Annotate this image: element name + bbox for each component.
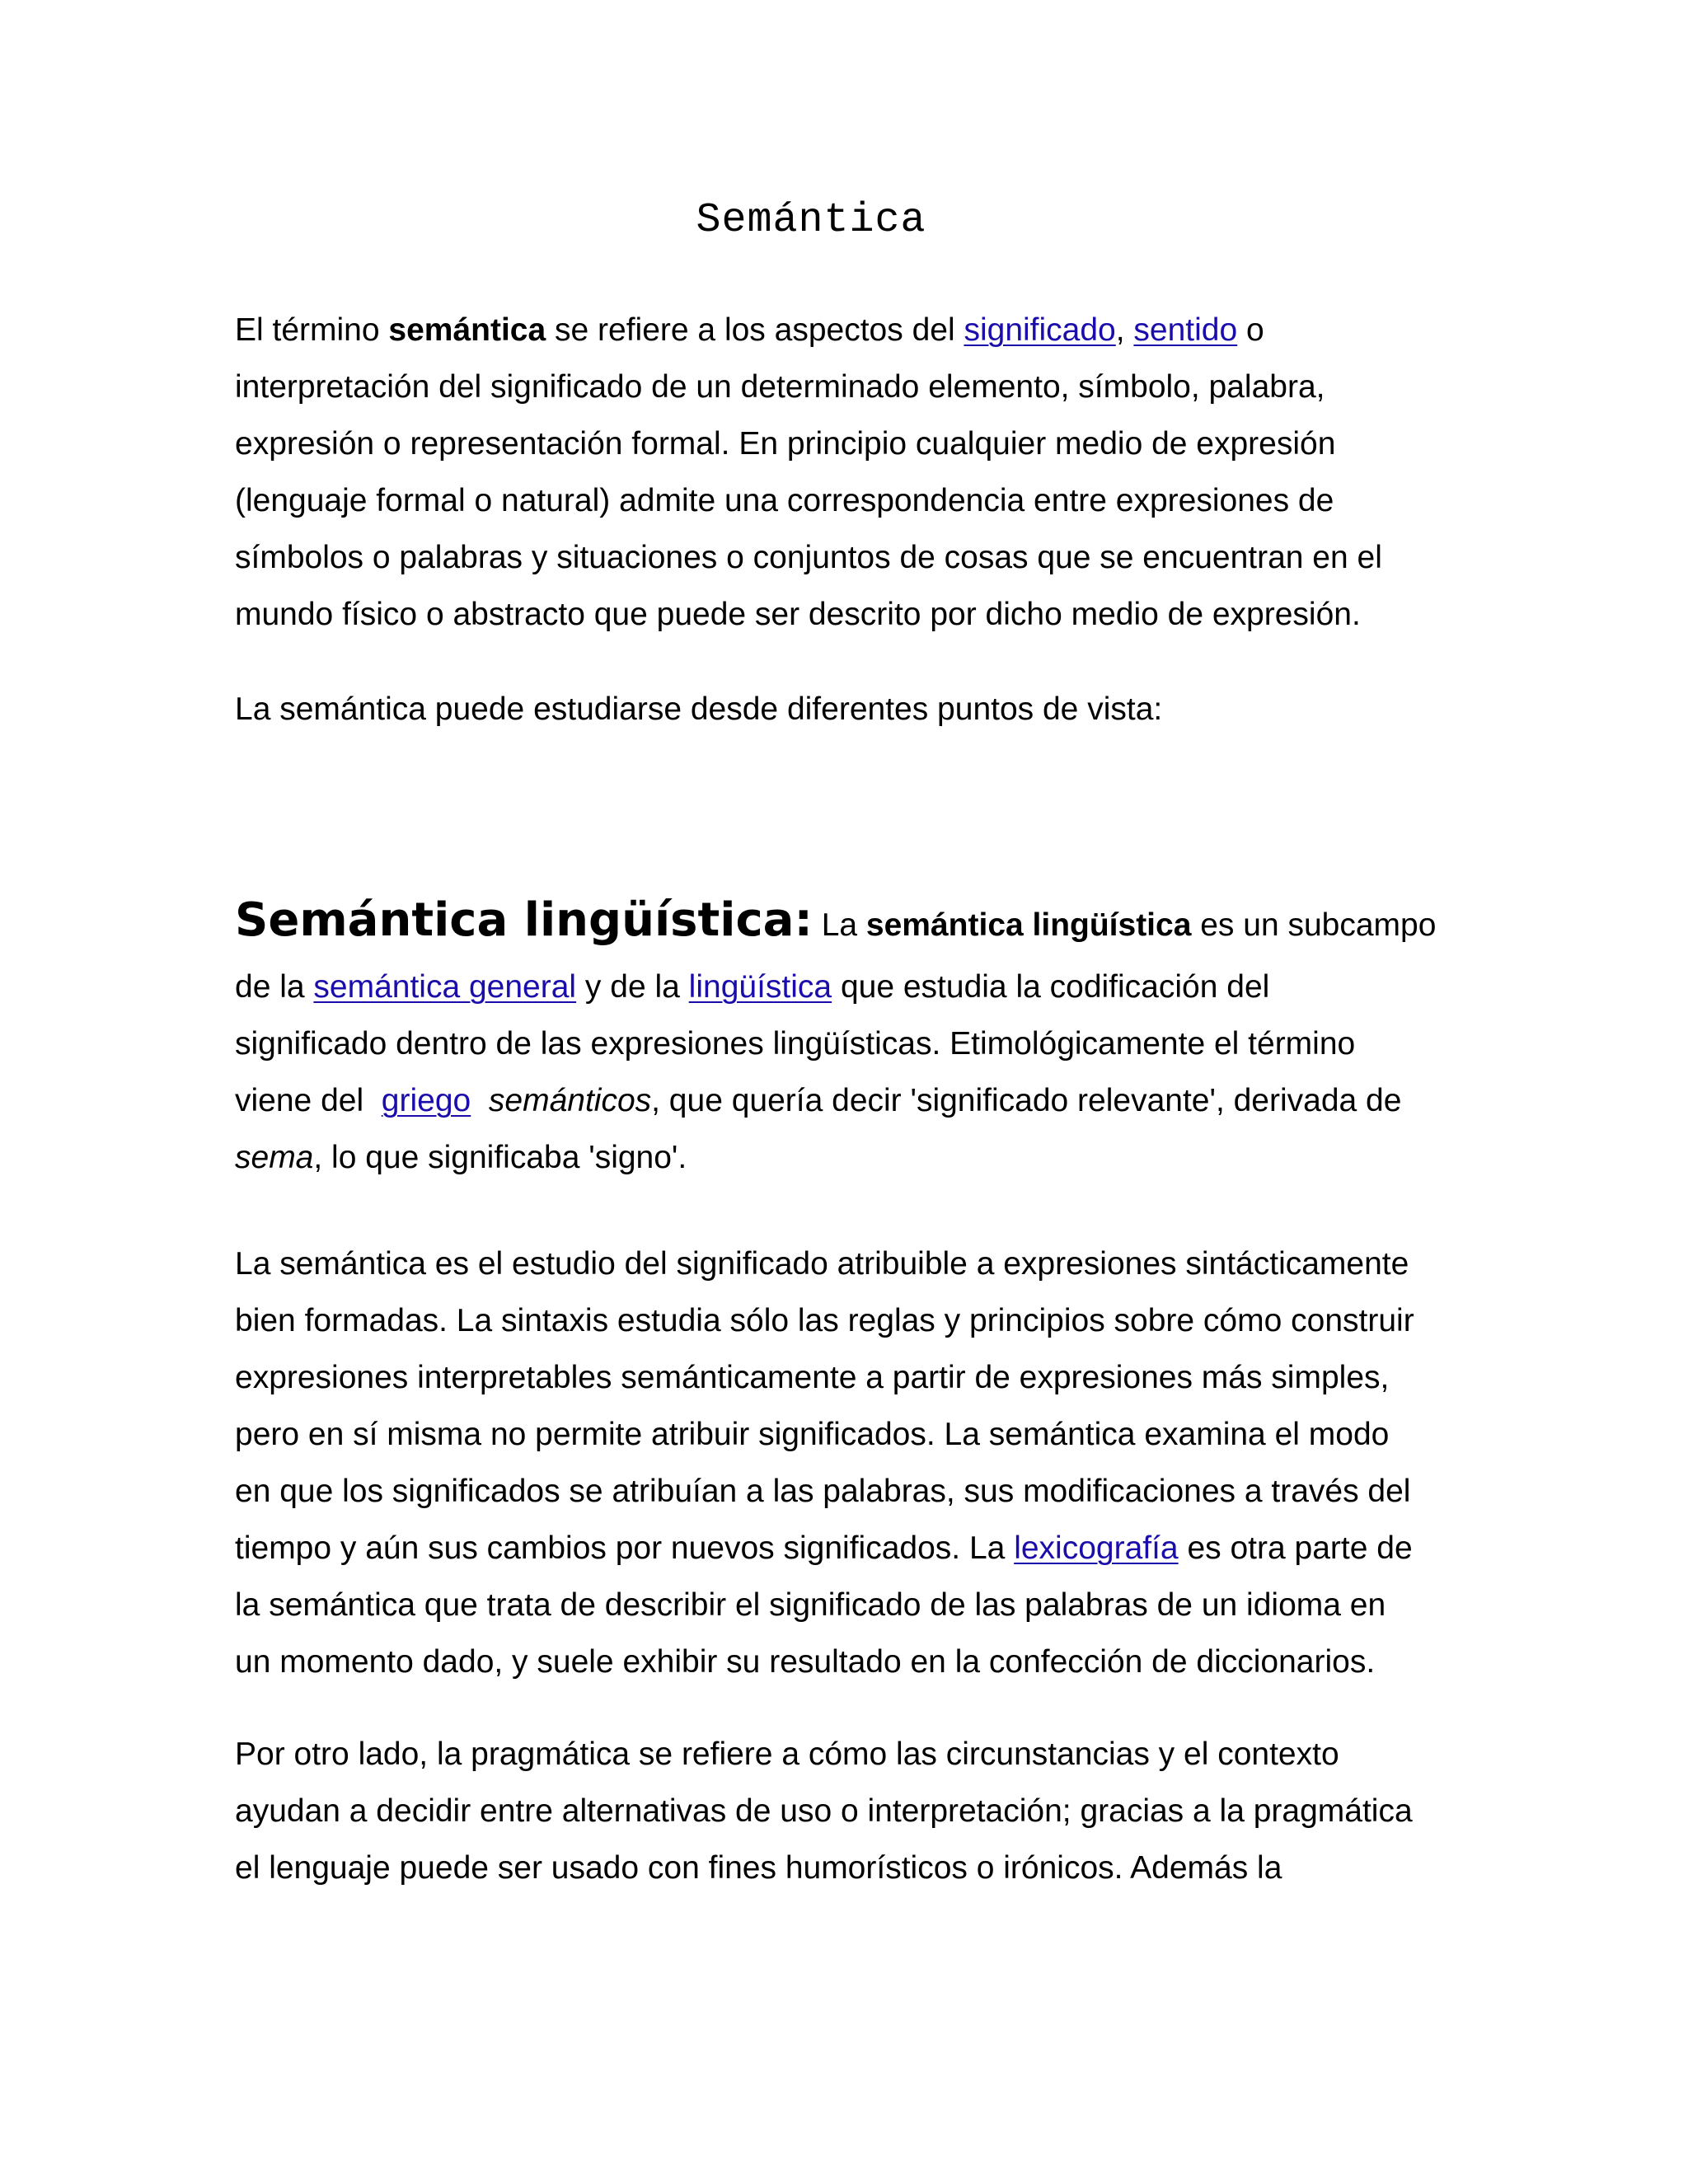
link-griego[interactable]: griego — [381, 1083, 471, 1118]
link-significado[interactable]: significado — [964, 312, 1116, 348]
intro-line-1: El término semántica se refiere a los aspectos del significado, sentido o — [235, 312, 1264, 348]
section-line-1: Semántica lingüística: La semántica lingüística es un subcampo — [235, 893, 1437, 947]
term-italic-semanticos: semánticos — [488, 1083, 652, 1118]
intro-line-2: interpretación del significado de un determinado elemento, símbolo, palabra, — [235, 369, 1325, 405]
section-line-3: significado dentro de las expresiones lingüísticas. Etimológicamente el término — [235, 1026, 1356, 1062]
study-line-6: tiempo y aún sus cambios por nuevos significados. La lexicografía es otra parte de — [235, 1530, 1413, 1566]
viewpoints-line: La semántica puede estudiarse desde diferentes puntos de vista: — [235, 691, 1163, 727]
section-line-4: viene del griego semánticos, que quería decir 'significado relevante', derivada de — [235, 1083, 1402, 1118]
link-semantica-general[interactable]: semántica general — [313, 969, 577, 1005]
intro-line-3: expresión o representación formal. En principio cualquier medio de expresión — [235, 426, 1336, 462]
study-line-1: La semántica es el estudio del significado atribuible a expresiones sintácticamente — [235, 1246, 1409, 1282]
intro-paragraph — [235, 302, 1471, 643]
study-line-2: bien formadas. La sintaxis estudia sólo las reglas y principios sobre cómo construir — [235, 1303, 1414, 1338]
semantics-study-paragraph — [235, 1235, 1471, 1690]
section-term-bold: semántica lingüística — [865, 907, 1192, 943]
intro-line-5: símbolos o palabras y situaciones o conjuntos de cosas que se encuentran en el — [235, 540, 1382, 575]
study-line-4: pero en sí misma no permite atribuir significados. La semántica examina el modo — [235, 1417, 1390, 1452]
document-title: Semántica — [696, 197, 926, 244]
pragmatics-paragraph — [235, 1726, 1471, 1896]
study-line-8: un momento dado, y suele exhibir su resultado en la confección de diccionarios. — [235, 1644, 1376, 1680]
study-line-7: la semántica que trata de describir el significado de las palabras de un idioma en — [235, 1587, 1386, 1623]
term-italic-sema: sema — [235, 1140, 314, 1175]
section-heading: Semántica lingüística: — [235, 893, 813, 947]
viewpoints-paragraph — [235, 681, 1471, 738]
pragmatics-line-2: ayudan a decidir entre alternativas de uso o interpretación; gracias a la pragmática — [235, 1793, 1413, 1829]
link-linguistica[interactable]: lingüística — [688, 969, 832, 1005]
intro-line-4: (lenguaje formal o natural) admite una correspondencia entre expresiones de — [235, 483, 1334, 518]
link-lexicografia[interactable]: lexicografía — [1014, 1530, 1179, 1566]
linguistic-semantics-section — [235, 883, 1471, 1186]
section-line-5: sema, lo que significaba 'signo'. — [235, 1140, 687, 1175]
intro-line-6: mundo físico o abstracto que puede ser descrito por dicho medio de expresión. — [235, 597, 1361, 632]
study-line-5: en que los significados se atribuían a las palabras, sus modificaciones a través del — [235, 1474, 1411, 1509]
link-sentido[interactable]: sentido — [1133, 312, 1238, 348]
section-line-2: de la semántica general y de la lingüística que estudia la codificación del — [235, 969, 1270, 1005]
pragmatics-line-3: el lenguaje puede ser usado con fines humorísticos o irónicos. Además la — [235, 1850, 1282, 1886]
pragmatics-line-1: Por otro lado, la pragmática se refiere a cómo las circunstancias y el contexto — [235, 1736, 1339, 1772]
study-line-3: expresiones interpretables semánticamente a partir de expresiones más simples, — [235, 1360, 1390, 1395]
term-bold: semántica — [388, 312, 546, 348]
